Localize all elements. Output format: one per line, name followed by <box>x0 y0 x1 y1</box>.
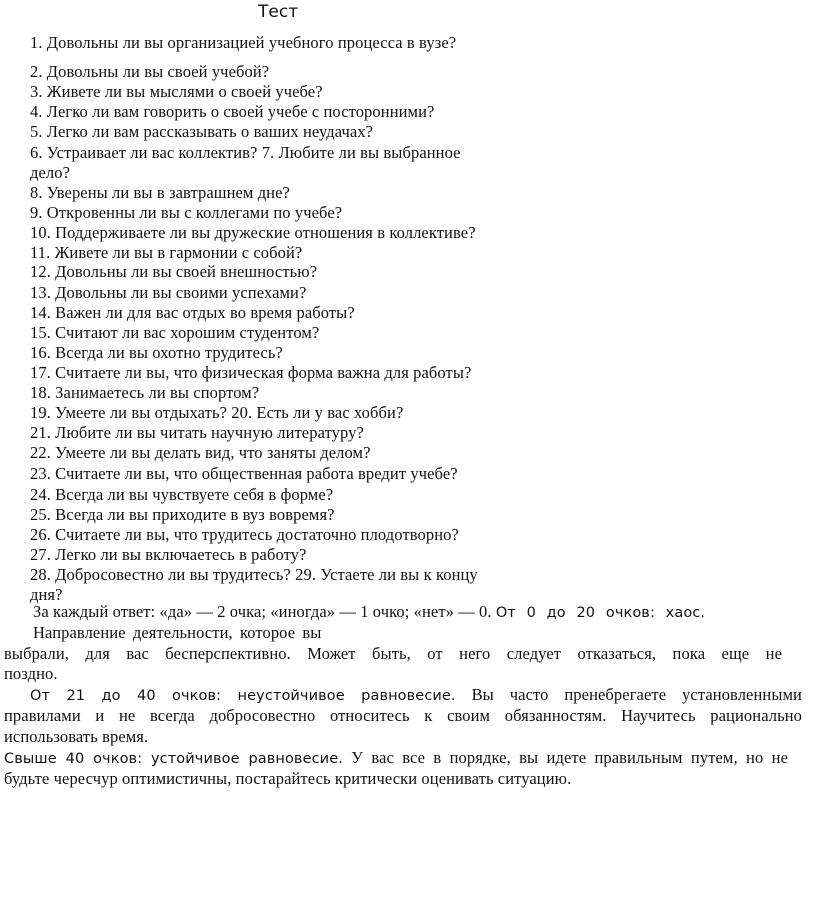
question-line: 16. Всегда ли вы охотно трудитесь? <box>30 343 283 362</box>
range1-label: От 0 до 20 очков: хаос. <box>495 605 706 621</box>
question-line: 9. Откровенны ли вы с коллегами по учебе? <box>30 203 343 222</box>
range2-text-line2: правилами и не всегда добросовестно относитесь к своим обязанностям. Научитесь рационально <box>4 706 802 725</box>
question-line: 2. Довольны ли вы своей учебой? <box>30 62 270 81</box>
question-line: 28. Добросовестно ли вы трудитесь? 29. Устаете ли вы к концу <box>30 565 478 584</box>
question-line: 25. Всегда ли вы приходите в вуз вовремя? <box>30 505 335 524</box>
range3-text-line1: У вас все в порядке, вы идете правильным путем, но не <box>351 748 788 767</box>
range2-text-line3: использовать время. <box>4 727 149 746</box>
test-title: Тест <box>258 2 299 22</box>
question-line: 23. Считаете ли вы, что общественная работа вредит учебе? <box>30 464 458 483</box>
question-line: 21. Любите ли вы читать научную литературу? <box>30 423 364 442</box>
question-line: 19. Умеете ли вы отдыхать? 20. Есть ли у вас хобби? <box>30 403 404 422</box>
range2-label: От 21 до 40 очков: неустойчивое равновесие. <box>30 688 456 704</box>
range2-line1 <box>30 685 802 706</box>
question-line: 17. Считаете ли вы, что физическая форма важна для работы? <box>30 363 472 382</box>
scoring-rule-line <box>33 602 705 623</box>
question-line: 1. Довольны ли вы организацией учебного процесса в вузе? <box>30 33 457 52</box>
range1-text-line1: Направление деятельности, которое вы <box>33 623 322 642</box>
question-line: 27. Легко ли вы включаетесь в работу? <box>30 545 307 564</box>
question-line: 5. Легко ли вам рассказывать о ваших неудачах? <box>30 122 374 141</box>
question-line: 12. Довольны ли вы своей внешностью? <box>30 262 318 281</box>
question-line: 8. Уверены ли вы в завтрашнем дне? <box>30 183 290 202</box>
question-line: 14. Важен ли для вас отдых во время работы? <box>30 303 355 322</box>
range3-line1 <box>4 748 788 769</box>
question-line: 10. Поддерживаете ли вы дружеские отношения в коллективе? <box>30 223 476 242</box>
question-line: дело? <box>30 163 71 182</box>
question-line: 3. Живете ли вы мыслями о своей учебе? <box>30 82 323 101</box>
question-line: 6. Устраивает ли вас коллектив? 7. Любите ли вы выбранное <box>30 143 461 162</box>
question-line: 18. Занимаетесь ли вы спортом? <box>30 383 260 402</box>
range1-text-line3: поздно. <box>4 664 58 683</box>
question-line: дня? <box>30 585 63 604</box>
question-line: 22. Умеете ли вы делать вид, что заняты делом? <box>30 443 371 462</box>
scoring-rule: За каждый ответ: «да» — 2 очка; «иногда» — 1 очко; «нет» — 0. <box>33 602 492 621</box>
range2-text-line1: Вы часто пренебрегаете установленными <box>471 685 802 704</box>
range3-text-line2: будьте чересчур оптимистичны, постарайтесь критически оценивать ситуацию. <box>4 769 572 788</box>
question-line: 15. Считают ли вас хорошим студентом? <box>30 323 320 342</box>
question-line: 26. Считаете ли вы, что трудитесь достаточно плодотворно? <box>30 525 459 544</box>
question-line: 11. Живете ли вы в гармонии с собой? <box>30 243 303 262</box>
range3-label: Свыше 40 очков: устойчивое равновесие. <box>4 751 343 767</box>
question-line: 4. Легко ли вам говорить о своей учебе с посторонними? <box>30 102 435 121</box>
range1-text-line2: выбрали, для вас бесперспективно. Может быть, от него следует отказаться, пока еще не <box>4 644 782 663</box>
question-line: 24. Всегда ли вы чувствуете себя в форме? <box>30 485 334 504</box>
question-line: 13. Довольны ли вы своими успехами? <box>30 283 307 302</box>
